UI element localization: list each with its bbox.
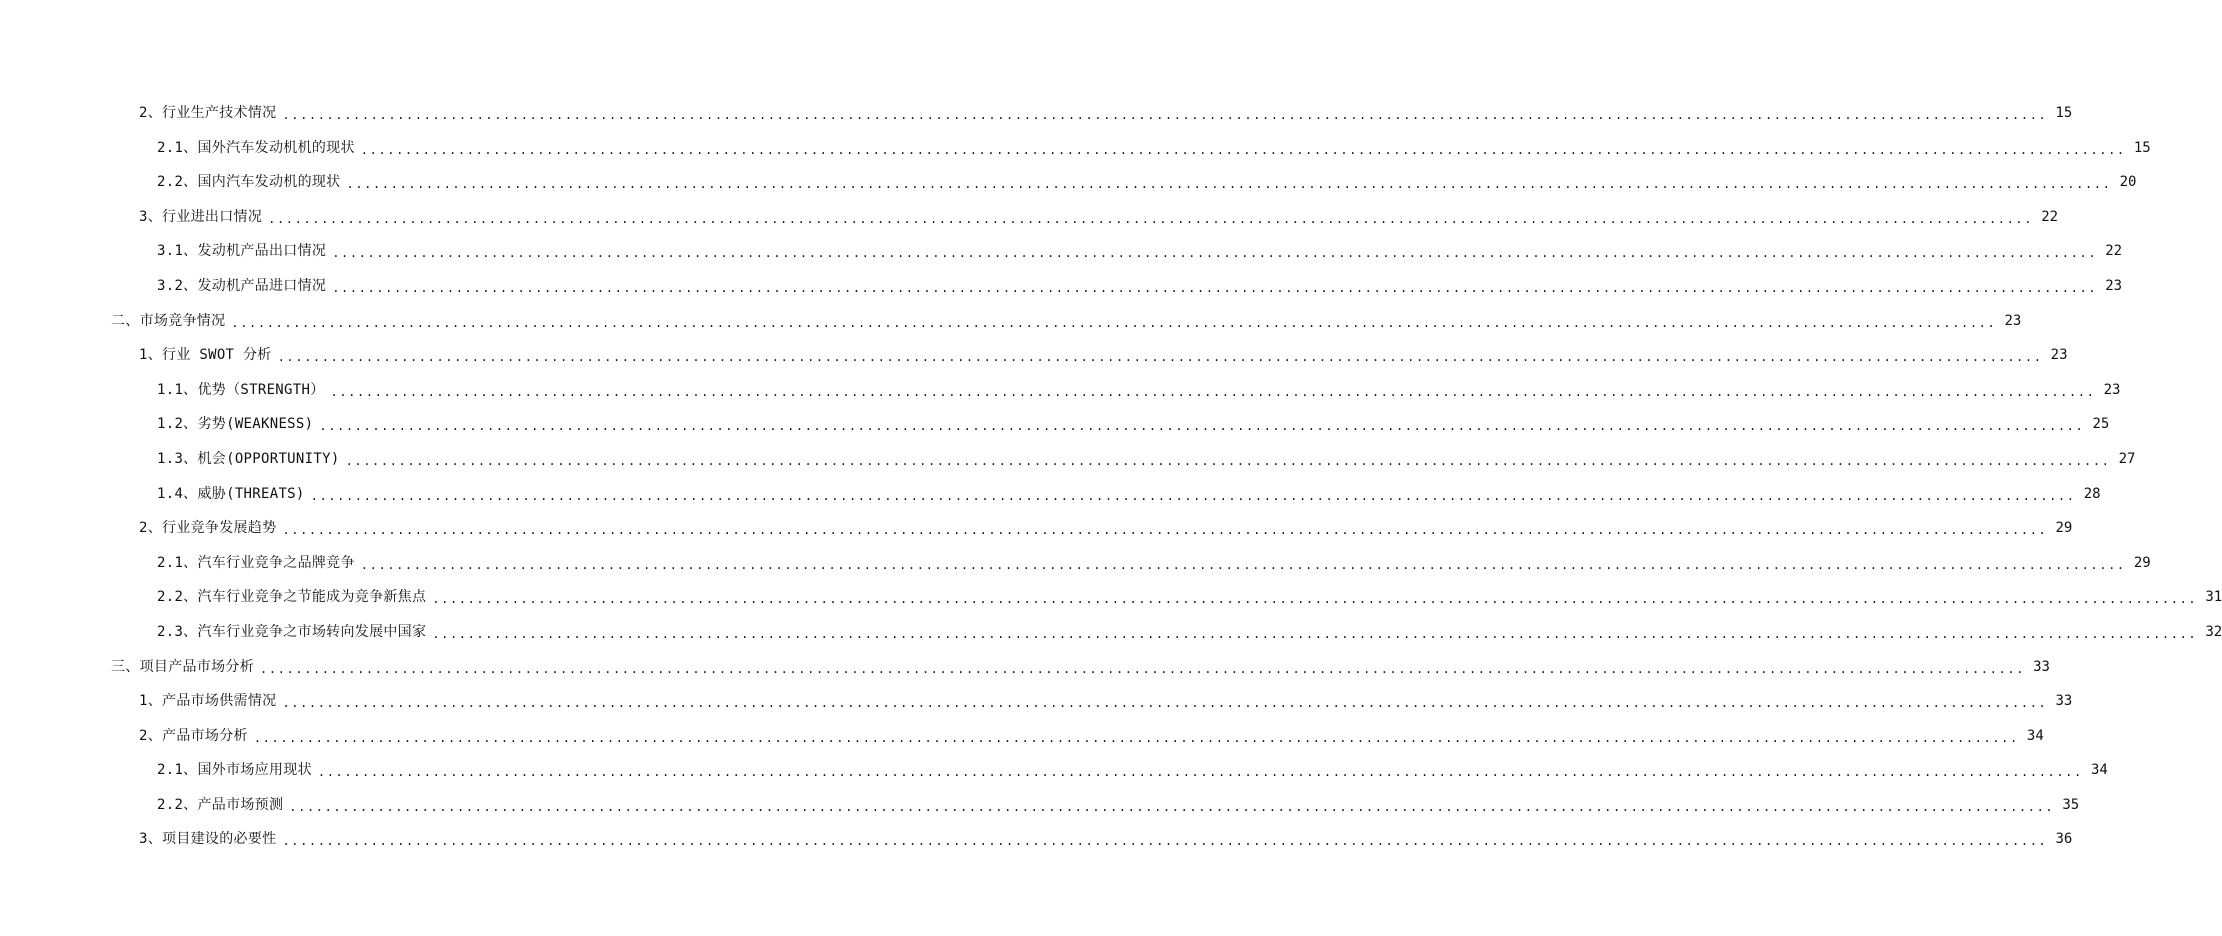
toc-entry-title: 2.1、国外汽车发动机机的现状 [157, 139, 355, 156]
toc-dot-leader: ........................................................................................................................................................................................................ [345, 453, 2111, 468]
toc-dot-leader: ........................................................................................................................................................................................................ [432, 592, 2198, 607]
toc-page-number: 29 [2133, 554, 2151, 571]
toc-page-number: 31 [2205, 589, 2222, 606]
toc-entry[interactable] [0, 719, 2044, 754]
toc-dot-leader: ........................................................................................................................................................................................................ [360, 557, 2126, 572]
toc-entry[interactable] [0, 442, 2136, 477]
toc-entry[interactable] [0, 131, 2151, 166]
toc-page-number: 23 [2004, 312, 2022, 329]
toc-entry[interactable] [0, 580, 2222, 615]
toc-dot-leader: ........................................................................................................................................................................................................ [282, 696, 2048, 711]
toc-entry-title: 1.3、机会(OPPORTUNITY) [157, 450, 340, 467]
table-of-contents [0, 96, 2222, 857]
toc-dot-leader: ........................................................................................................................................................................................................ [231, 315, 1997, 330]
toc-page-number: 23 [2105, 277, 2123, 294]
toc-entry-title: 3.1、发动机产品出口情况 [157, 243, 327, 260]
toc-page-number: 15 [2055, 105, 2073, 121]
toc-dot-leader: ........................................................................................................................................................................................................ [277, 350, 2043, 365]
toc-entry-title: 1.2、劣势(WEAKNESS) [157, 416, 314, 433]
toc-entry[interactable] [0, 338, 2068, 373]
toc-page-number: 22 [2105, 243, 2123, 260]
toc-entry-title: 2.2、汽车行业竞争之节能成为竞争新焦点 [157, 589, 427, 606]
toc-entry[interactable] [0, 684, 2073, 719]
toc-dot-leader: ........................................................................................................................................................................................................ [330, 384, 2096, 399]
toc-entry[interactable] [0, 304, 2022, 339]
toc-entry-title: 2、行业生产技术情况 [139, 105, 277, 121]
toc-page-number: 22 [2041, 208, 2059, 225]
toc-dot-leader: ........................................................................................................................................................................................................ [310, 488, 2076, 503]
toc-entry-title: 1、行业 SWOT 分析 [139, 347, 272, 364]
toc-dot-leader: ........................................................................................................................................................................................................ [317, 765, 2083, 780]
toc-entry-title: 三、项目产品市场分析 [111, 658, 254, 675]
toc-page-number: 15 [2133, 139, 2151, 156]
toc-dot-leader: ........................................................................................................................................................................................................ [332, 280, 2098, 295]
toc-entry-title: 3、项目建设的必要性 [139, 831, 277, 848]
toc-page-number: 20 [2119, 174, 2137, 191]
toc-entry-title: 2.2、国内汽车发动机的现状 [157, 174, 341, 191]
toc-dot-leader: ........................................................................................................................................................................................................ [332, 246, 2098, 261]
toc-entry[interactable] [0, 269, 2123, 304]
toc-entry[interactable] [0, 822, 2073, 857]
toc-entry[interactable] [0, 753, 2108, 788]
toc-page-number: 28 [2083, 485, 2101, 502]
toc-dot-leader: ........................................................................................................................................................................................................ [346, 177, 2112, 192]
toc-entry[interactable] [0, 200, 2059, 235]
toc-entry-title: 2.1、国外市场应用现状 [157, 762, 312, 779]
toc-entry-title: 2、产品市场分析 [139, 727, 248, 744]
toc-page-number: 33 [2055, 693, 2073, 710]
toc-page-number: 23 [2050, 347, 2068, 364]
toc-dot-leader: ........................................................................................................................................................................................................ [289, 799, 2055, 814]
toc-entry[interactable] [0, 546, 2151, 581]
toc-entry[interactable] [0, 650, 2050, 685]
toc-page-number: 29 [2055, 520, 2073, 537]
toc-entry[interactable] [0, 234, 2123, 269]
toc-dot-leader: ........................................................................................................................................................................................................ [319, 419, 2085, 434]
toc-dot-leader: ........................................................................................................................................................................................................ [268, 211, 2034, 226]
toc-entry-title: 二、市场竞争情况 [111, 312, 226, 329]
toc-page-number: 23 [2103, 381, 2121, 398]
toc-entry-title: 3.2、发动机产品进口情况 [157, 277, 327, 294]
toc-page-number: 36 [2055, 831, 2073, 848]
toc-page-number: 34 [2026, 727, 2044, 744]
toc-entry-title: 1.4、威胁(THREATS) [157, 485, 305, 502]
toc-dot-leader: ........................................................................................................................................................................................................ [253, 730, 2019, 745]
toc-page-number: 32 [2205, 623, 2222, 640]
toc-entry[interactable] [0, 477, 2101, 512]
toc-entry[interactable] [0, 96, 2073, 131]
toc-entry[interactable] [0, 373, 2121, 408]
toc-entry-title: 1、产品市场供需情况 [139, 693, 277, 710]
toc-entry-title: 2、行业竞争发展趋势 [139, 520, 277, 537]
toc-page-number: 35 [2062, 796, 2080, 813]
toc-dot-leader: ........................................................................................................................................................................................................ [282, 523, 2048, 538]
toc-page-number: 34 [2090, 762, 2108, 779]
toc-entry[interactable] [0, 615, 2222, 650]
toc-entry-title: 2.3、汽车行业竞争之市场转向发展中国家 [157, 623, 427, 640]
toc-dot-leader: ........................................................................................................................................................................................................ [432, 626, 2198, 641]
toc-dot-leader: ........................................................................................................................................................................................................ [282, 834, 2048, 849]
toc-dot-leader: ........................................................................................................................................................................................................ [260, 661, 2025, 676]
toc-entry[interactable] [0, 165, 2137, 200]
toc-page-number: 27 [2118, 450, 2136, 467]
toc-page-number: 33 [2033, 658, 2050, 675]
toc-dot-leader: ........................................................................................................................................................................................................ [360, 142, 2126, 157]
toc-page-number: 25 [2092, 416, 2110, 433]
toc-entry-title: 2.2、产品市场预测 [157, 796, 284, 813]
toc-entry-title: 3、行业进出口情况 [139, 208, 263, 225]
toc-entry-title: 1.1、优势（STRENGTH） [157, 381, 325, 398]
toc-entry-title: 2.1、汽车行业竞争之品牌竞争 [157, 554, 355, 571]
toc-entry[interactable] [0, 511, 2073, 546]
toc-entry[interactable] [0, 407, 2110, 442]
toc-dot-leader: ........................................................................................................................................................................................................ [282, 108, 2048, 122]
toc-entry[interactable] [0, 788, 2080, 823]
